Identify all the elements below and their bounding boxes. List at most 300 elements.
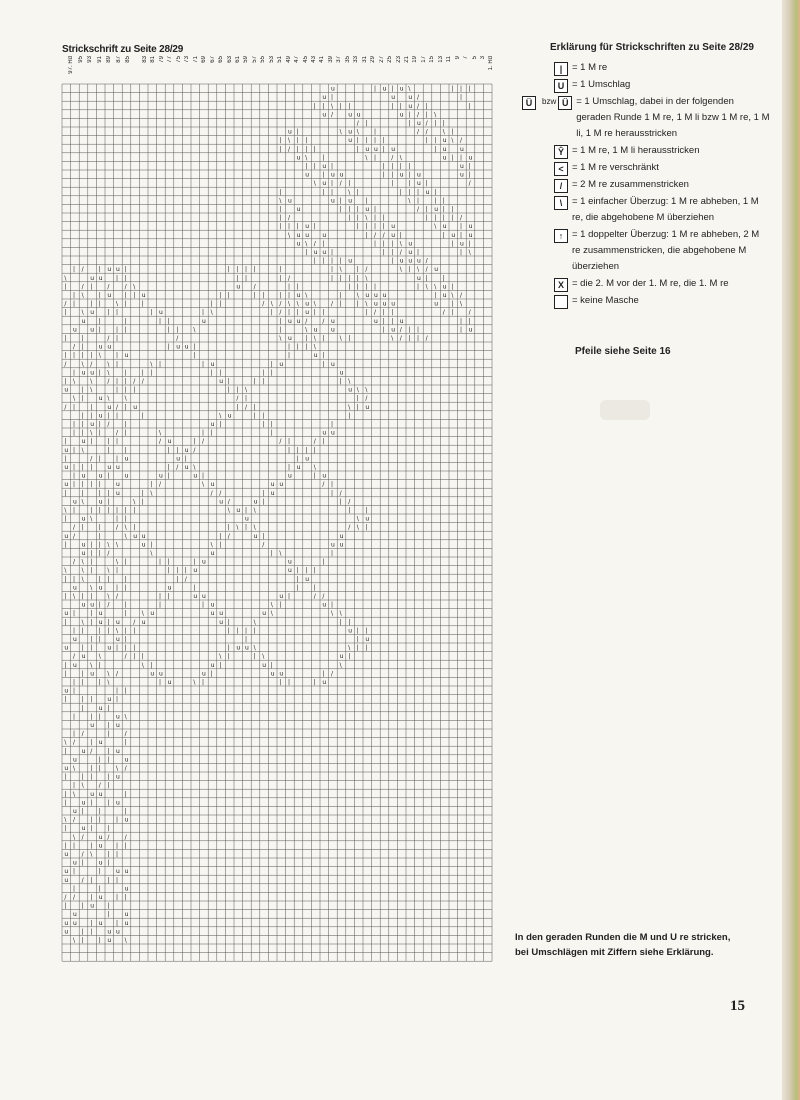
svg-text:|: |: [202, 429, 205, 437]
svg-text:\: \: [107, 567, 110, 575]
svg-text:|: |: [236, 627, 239, 635]
svg-text:\: \: [107, 369, 110, 377]
svg-text:\: \: [305, 240, 308, 248]
svg-text:|: |: [382, 145, 385, 153]
svg-text:u: u: [279, 360, 284, 368]
svg-text:u: u: [150, 610, 155, 618]
svg-text:|: |: [434, 197, 437, 205]
svg-text:\: \: [150, 360, 153, 368]
svg-text:u: u: [73, 808, 77, 815]
svg-text:/: /: [64, 403, 67, 411]
svg-text:|: |: [425, 137, 428, 145]
svg-text:|: |: [107, 704, 110, 712]
svg-text:|: |: [296, 567, 299, 575]
svg-text:|: |: [124, 369, 127, 377]
legend-text: = 1 einfacher Überzug: 1 M re abheben, 1 M re, die abgehobene M überziehen: [572, 196, 759, 223]
svg-text:/: /: [107, 378, 110, 385]
svg-text:/: /: [417, 206, 420, 213]
svg-text:|: |: [391, 240, 394, 248]
legend-text: = 2 M re zusammenstricken: [572, 179, 689, 190]
svg-text:/: /: [90, 360, 93, 368]
svg-text:u: u: [193, 593, 198, 600]
legend-item: [520, 177, 770, 193]
svg-text:\: \: [210, 309, 213, 317]
svg-text:|: |: [81, 773, 84, 781]
svg-text:u: u: [322, 679, 327, 686]
svg-text:/: /: [64, 300, 67, 308]
row-number-labels: [62, 56, 495, 84]
svg-text:|: |: [288, 438, 291, 446]
svg-text:u: u: [98, 395, 103, 403]
svg-text:|: |: [90, 636, 93, 643]
svg-text:u: u: [64, 446, 69, 454]
svg-text:|: |: [193, 558, 196, 566]
svg-text:|: |: [460, 231, 463, 239]
svg-text:u: u: [184, 343, 189, 351]
svg-text:|: |: [90, 644, 93, 652]
svg-text:|: |: [313, 145, 316, 153]
svg-text:|: |: [296, 309, 299, 317]
svg-text:|: |: [434, 145, 437, 153]
svg-text:|: |: [64, 773, 67, 781]
svg-text:|: |: [81, 704, 84, 712]
svg-text:|: |: [124, 636, 127, 643]
svg-text:|: |: [176, 446, 179, 454]
svg-text:u: u: [460, 163, 464, 170]
svg-text:|: |: [90, 300, 93, 308]
svg-text:\: \: [202, 481, 205, 489]
svg-text:|: |: [219, 541, 222, 549]
svg-text:|: |: [331, 550, 334, 557]
svg-text:/: /: [219, 489, 222, 497]
svg-text:|: |: [245, 274, 248, 282]
svg-text:u: u: [124, 911, 129, 919]
svg-text:|: |: [468, 240, 471, 248]
svg-text:/: /: [81, 876, 84, 884]
svg-text:|: |: [434, 292, 437, 299]
svg-text:\: \: [399, 240, 402, 248]
row-number-label: 17: [420, 56, 427, 63]
svg-text:|: |: [425, 206, 428, 213]
svg-text:u: u: [288, 197, 292, 205]
svg-text:\: \: [193, 679, 196, 686]
svg-text:u: u: [98, 739, 103, 747]
svg-text:\: \: [434, 223, 437, 231]
svg-text:u: u: [202, 558, 206, 566]
svg-text:|: |: [313, 584, 316, 592]
svg-text:|: |: [331, 489, 334, 497]
svg-text:\: \: [356, 515, 359, 523]
svg-text:u: u: [81, 747, 86, 755]
svg-text:u: u: [313, 249, 318, 256]
svg-text:u: u: [90, 601, 95, 609]
svg-text:/: /: [417, 102, 420, 110]
svg-text:|: |: [64, 790, 67, 798]
svg-text:|: |: [64, 489, 67, 497]
svg-text:u: u: [98, 472, 103, 480]
svg-text:\: \: [107, 679, 110, 686]
svg-text:/: /: [374, 309, 377, 317]
svg-text:|: |: [391, 257, 394, 265]
svg-text:/: /: [116, 524, 119, 532]
svg-text:u: u: [98, 919, 103, 927]
svg-text:|: |: [322, 171, 325, 179]
row-number-label: 87: [115, 56, 122, 63]
svg-text:u: u: [442, 283, 447, 291]
svg-text:u: u: [296, 206, 301, 213]
svg-text:\: \: [279, 197, 282, 205]
svg-text:\: \: [399, 266, 402, 274]
svg-text:u: u: [442, 223, 447, 231]
svg-text:/: /: [107, 550, 110, 557]
svg-text:|: |: [322, 257, 325, 265]
svg-text:|: |: [64, 825, 67, 833]
svg-text:|: |: [219, 292, 222, 299]
svg-text:|: |: [124, 687, 127, 695]
svg-text:|: |: [408, 171, 411, 179]
svg-text:|: |: [64, 352, 67, 360]
svg-text:|: |: [124, 378, 127, 385]
svg-text:|: |: [382, 240, 385, 248]
svg-text:/: /: [253, 283, 256, 291]
svg-text:|: |: [81, 464, 84, 471]
svg-text:|: |: [279, 601, 282, 609]
svg-text:u: u: [98, 610, 103, 618]
svg-text:|: |: [451, 214, 454, 222]
svg-text:|: |: [288, 679, 291, 686]
svg-text:|: |: [442, 214, 445, 222]
svg-text:u: u: [391, 94, 396, 102]
svg-text:|: |: [90, 919, 93, 927]
svg-text:|: |: [124, 601, 127, 609]
svg-text:|: |: [116, 876, 119, 884]
svg-text:|: |: [348, 335, 351, 342]
svg-text:u: u: [348, 386, 353, 394]
svg-text:|: |: [219, 300, 222, 308]
svg-text:u: u: [98, 704, 103, 712]
svg-text:/: /: [365, 395, 368, 403]
svg-text:u: u: [98, 842, 103, 850]
svg-text:u: u: [90, 902, 95, 910]
svg-text:|: |: [124, 790, 127, 798]
svg-text:/: /: [116, 593, 119, 600]
svg-text:u: u: [322, 472, 327, 480]
svg-text:|: |: [81, 696, 84, 704]
svg-text:|: |: [73, 610, 76, 618]
svg-text:\: \: [245, 386, 248, 394]
svg-text:|: |: [184, 455, 187, 463]
svg-text:|: |: [296, 223, 299, 231]
svg-text:|: |: [331, 266, 334, 274]
svg-text:|: |: [73, 868, 76, 876]
svg-text:/: /: [460, 214, 463, 222]
row-number-label: 53: [268, 56, 275, 63]
svg-text:\: \: [81, 618, 84, 626]
svg-text:|: |: [81, 489, 84, 497]
svg-text:|: |: [356, 266, 359, 274]
row-number-label: 89: [106, 56, 112, 63]
svg-text:|: |: [124, 421, 127, 428]
svg-text:/: /: [64, 360, 67, 368]
svg-text:|: |: [288, 446, 291, 454]
svg-text:\: \: [81, 575, 84, 583]
svg-text:\: \: [64, 739, 67, 747]
svg-text:|: |: [90, 352, 93, 360]
svg-text:\: \: [73, 937, 76, 944]
svg-text:|: |: [90, 438, 93, 446]
svg-text:|: |: [90, 773, 93, 781]
svg-text:|: |: [64, 670, 67, 678]
svg-text:|: |: [331, 601, 334, 609]
svg-text:|: |: [124, 610, 127, 618]
svg-text:|: |: [365, 627, 368, 635]
svg-text:|: |: [98, 808, 101, 815]
svg-text:|: |: [468, 102, 471, 110]
svg-text:|: |: [98, 266, 101, 274]
legend-text: = 1 Umschlag: [572, 79, 631, 90]
svg-text:|: |: [322, 240, 325, 248]
svg-text:|: |: [451, 283, 454, 291]
svg-text:\: \: [107, 670, 110, 678]
row-number-label: 23: [395, 56, 402, 63]
svg-text:|: |: [417, 197, 420, 205]
legend-symbol-icon: ↑: [554, 229, 568, 243]
svg-text:u: u: [73, 584, 77, 592]
svg-text:/: /: [107, 283, 110, 291]
svg-text:|: |: [313, 102, 316, 110]
svg-text:|: |: [399, 163, 402, 170]
svg-text:|: |: [167, 593, 170, 600]
svg-text:u: u: [73, 911, 77, 919]
svg-text:|: |: [124, 575, 127, 583]
svg-text:\: \: [124, 713, 127, 721]
svg-text:\: \: [313, 300, 316, 308]
print-smudge: [600, 400, 650, 420]
svg-text:|: |: [262, 378, 265, 385]
svg-text:|: |: [451, 206, 454, 213]
row-number-label: 21: [403, 56, 410, 63]
svg-text:u: u: [202, 593, 206, 600]
svg-text:|: |: [288, 593, 291, 600]
svg-text:\: \: [365, 154, 368, 162]
row-number-label: 45: [302, 56, 309, 63]
svg-text:|: |: [391, 309, 394, 317]
svg-text:u: u: [98, 343, 103, 351]
svg-text:u: u: [176, 343, 181, 351]
svg-text:u: u: [64, 765, 69, 772]
svg-text:|: |: [124, 326, 127, 334]
svg-text:|: |: [116, 644, 119, 652]
svg-text:u: u: [81, 601, 86, 609]
svg-text:\: \: [107, 395, 110, 403]
svg-text:|: |: [81, 593, 84, 600]
svg-text:/: /: [81, 730, 84, 738]
svg-text:|: |: [116, 360, 119, 368]
svg-text:|: |: [141, 498, 144, 506]
svg-text:|: |: [331, 421, 334, 428]
svg-text:|: |: [73, 300, 76, 308]
svg-text:|: |: [202, 360, 205, 368]
svg-text:\: \: [313, 335, 316, 342]
svg-text:u: u: [288, 335, 292, 342]
svg-text:|: |: [90, 799, 93, 807]
svg-text:|: |: [262, 421, 265, 428]
svg-text:\: \: [270, 601, 273, 609]
svg-text:\: \: [339, 661, 342, 669]
svg-text:|: |: [81, 524, 84, 532]
svg-text:|: |: [124, 507, 127, 514]
svg-text:|: |: [90, 894, 93, 901]
svg-text:u: u: [236, 283, 241, 291]
svg-text:|: |: [348, 206, 351, 213]
svg-text:|: |: [107, 507, 110, 514]
svg-text:u: u: [107, 928, 112, 936]
svg-text:|: |: [90, 550, 93, 557]
svg-text:u: u: [210, 601, 215, 609]
svg-text:\: \: [64, 567, 67, 575]
svg-text:|: |: [365, 231, 368, 239]
svg-text:u: u: [219, 498, 224, 506]
svg-text:\: \: [348, 403, 351, 411]
svg-text:|: |: [124, 627, 127, 635]
svg-text:/: /: [141, 378, 144, 385]
legend-symbol-icon: Ü: [522, 96, 536, 110]
svg-text:|: |: [64, 799, 67, 807]
svg-text:u: u: [64, 928, 69, 936]
svg-text:|: |: [133, 653, 136, 661]
svg-text:|: |: [339, 498, 342, 506]
svg-text:/: /: [313, 240, 316, 248]
svg-text:|: |: [253, 378, 256, 385]
svg-text:|: |: [227, 292, 230, 299]
svg-text:|: |: [124, 429, 127, 437]
svg-text:\: \: [81, 360, 84, 368]
svg-text:u: u: [107, 644, 112, 652]
svg-text:|: |: [98, 524, 101, 532]
svg-text:|: |: [210, 670, 213, 678]
svg-text:|: |: [98, 765, 101, 772]
row-number-label: 51: [277, 56, 284, 63]
svg-text:u: u: [219, 378, 224, 385]
svg-text:u: u: [399, 171, 404, 179]
svg-text:|: |: [159, 593, 162, 600]
svg-text:u: u: [81, 317, 86, 325]
svg-text:u: u: [391, 300, 396, 308]
svg-text:|: |: [270, 369, 273, 377]
svg-text:|: |: [133, 507, 136, 514]
svg-text:|: |: [425, 214, 428, 222]
legend-symbol-icon: \: [554, 196, 568, 210]
svg-text:u: u: [133, 403, 138, 411]
svg-text:|: |: [356, 206, 359, 213]
svg-text:/: /: [73, 558, 76, 566]
svg-text:|: |: [382, 223, 385, 231]
svg-text:u: u: [296, 231, 301, 239]
svg-text:/: /: [73, 653, 76, 661]
svg-text:|: |: [442, 206, 445, 213]
svg-text:|: |: [90, 713, 93, 721]
svg-text:u: u: [202, 670, 206, 678]
svg-text:u: u: [193, 472, 198, 480]
svg-text:u: u: [124, 885, 129, 893]
svg-text:\: \: [331, 102, 334, 110]
svg-text:|: |: [331, 94, 334, 102]
svg-text:/: /: [262, 541, 265, 549]
svg-text:u: u: [116, 799, 120, 807]
legend-item: [520, 293, 770, 309]
svg-text:|: |: [374, 283, 377, 291]
svg-text:/: /: [425, 266, 428, 274]
svg-text:u: u: [417, 180, 421, 188]
magazine-spine: [782, 0, 800, 1100]
svg-text:\: \: [116, 765, 119, 772]
svg-text:|: |: [236, 386, 239, 394]
svg-text:|: |: [417, 283, 420, 291]
svg-text:u: u: [339, 369, 344, 377]
svg-text:|: |: [107, 756, 110, 764]
svg-text:|: |: [391, 163, 394, 170]
svg-text:\: \: [391, 335, 394, 342]
svg-text:|: |: [116, 851, 119, 858]
svg-text:|: |: [253, 292, 256, 299]
row-number-label: 67: [209, 56, 216, 63]
svg-text:|: |: [339, 206, 342, 213]
svg-text:/: /: [468, 180, 471, 188]
svg-text:u: u: [270, 670, 275, 678]
svg-text:/: /: [331, 111, 334, 119]
svg-text:/: /: [417, 111, 420, 119]
svg-text:|: |: [374, 85, 377, 93]
svg-text:|: |: [348, 180, 351, 188]
legend-symbol-icon: |: [554, 62, 568, 76]
svg-text:\: \: [81, 558, 84, 566]
svg-text:|: |: [227, 653, 230, 661]
svg-text:|: |: [64, 618, 67, 626]
svg-text:|: |: [322, 352, 325, 360]
legend-symbol-icon: Ŷ: [554, 145, 568, 159]
svg-text:|: |: [116, 438, 119, 446]
svg-text:\: \: [133, 498, 136, 506]
svg-text:u: u: [442, 292, 447, 299]
svg-text:u: u: [382, 300, 387, 308]
svg-text:u: u: [296, 292, 301, 299]
svg-text:|: |: [107, 825, 110, 833]
svg-text:u: u: [124, 919, 129, 927]
svg-text:|: |: [305, 446, 308, 454]
svg-text:\: \: [365, 274, 368, 282]
svg-text:|: |: [262, 489, 265, 497]
svg-text:u: u: [296, 240, 301, 248]
svg-text:u: u: [356, 111, 361, 119]
svg-text:|: |: [382, 171, 385, 179]
svg-text:|: |: [116, 309, 119, 317]
svg-text:|: |: [81, 386, 84, 394]
svg-text:/: /: [176, 335, 179, 342]
svg-text:|: |: [133, 627, 136, 635]
svg-text:|: |: [124, 644, 127, 652]
row-number-label: 85: [125, 56, 131, 63]
svg-text:|: |: [167, 464, 170, 471]
svg-text:u: u: [391, 326, 396, 334]
svg-text:u: u: [417, 274, 421, 282]
svg-text:/: /: [90, 455, 93, 463]
svg-text:u: u: [365, 636, 370, 643]
svg-text:|: |: [253, 412, 256, 420]
svg-text:\: \: [425, 283, 428, 291]
svg-text:u: u: [116, 489, 120, 497]
row-number-label: 69: [201, 56, 208, 63]
svg-text:|: |: [150, 541, 153, 549]
